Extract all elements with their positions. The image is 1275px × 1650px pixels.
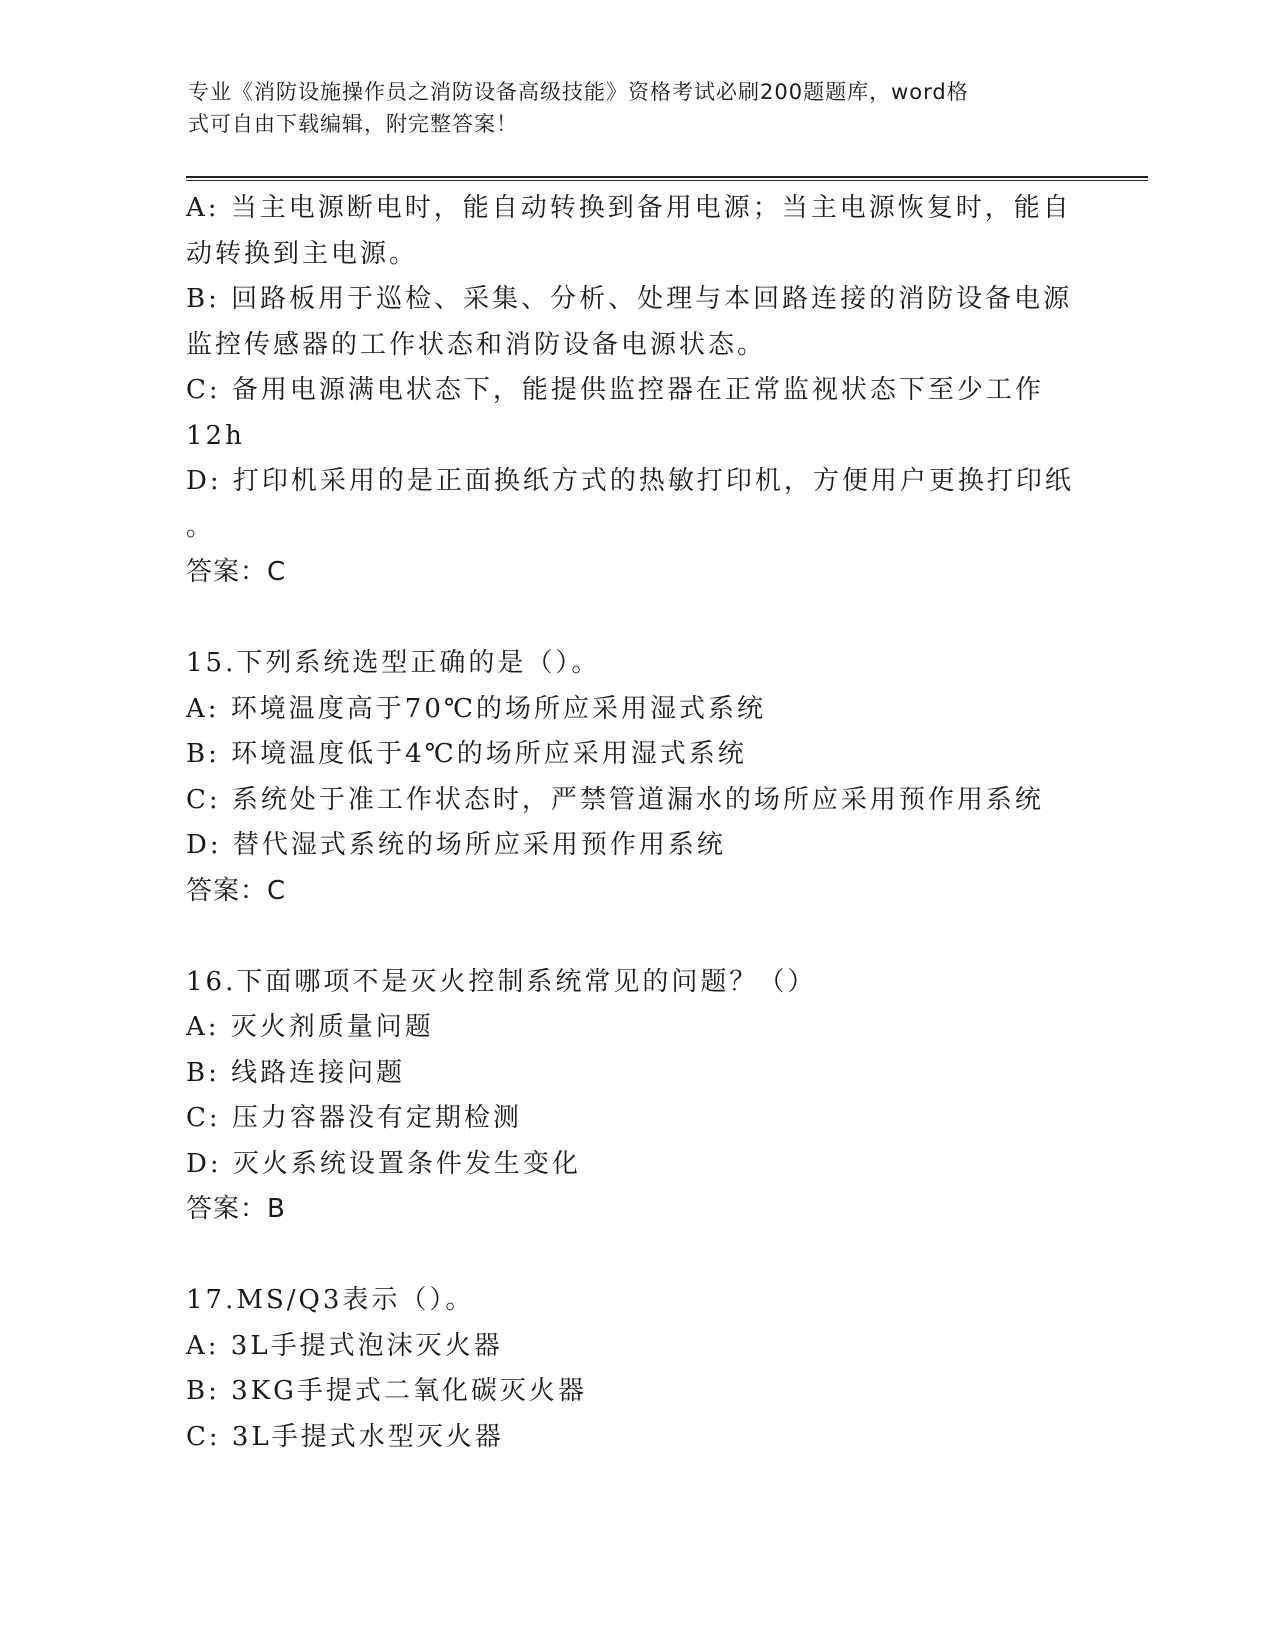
question-block-14 [186, 186, 1086, 596]
option-b-line-1: B: 回路板用于巡检、采集、分析、处理与本回路连接的消防设备电源 [186, 284, 1073, 314]
option-c-line-2: 12h [186, 420, 245, 451]
spacer [186, 914, 1086, 960]
option-c: C: 系统处于准工作状态时，严禁管道漏水的场所应采用预作用系统 [186, 784, 1044, 815]
option-c-line-1: C: 备用电源满电状态下，能提供监控器在正常监视状态下至少工作 [186, 375, 1044, 405]
option-c: C: 压力容器没有定期检测 [186, 1103, 522, 1133]
option-d-line-1: D: 打印机采用的是正面换纸方式的热敏打印机，方便用户更换打印纸 [186, 466, 1074, 496]
spacer [186, 596, 1086, 642]
spacer [186, 1233, 1086, 1279]
header-divider [186, 176, 1148, 181]
option-b-line-2: 监控传感器的工作状态和消防设备电源状态。 [186, 329, 767, 360]
answer-label: 答案：C [186, 557, 287, 587]
option-a-line-2: 动转换到主电源。 [186, 238, 419, 269]
question-text: 16.下面哪项不是灭火控制系统常见的问题？（） [186, 966, 817, 997]
question-text: 15.下列系统选型正确的是（）。 [186, 648, 601, 678]
option-a-line-1: A: 当主电源断电时，能自动转换到备用电源；当主电源恢复时，能自 [186, 193, 1072, 223]
option-d: D: 灭火系统设置条件发生变化 [186, 1148, 581, 1179]
option-c: C: 3L手提式水型灭火器 [186, 1421, 504, 1452]
question-text: 17.MS/Q3表示（）。 [186, 1285, 475, 1315]
option-b: B: 线路连接问题 [186, 1057, 406, 1088]
question-block-15 [186, 641, 1086, 914]
option-a: A: 环境温度高于70℃的场所应采用湿式系统 [186, 693, 766, 724]
question-block-16 [186, 960, 1086, 1233]
option-a: A: 3L手提式泡沫灭火器 [186, 1330, 503, 1361]
answer-label: 答案：B [186, 1194, 286, 1224]
option-b: B: 3KG手提式二氧化碳灭火器 [186, 1376, 587, 1406]
option-a: A: 灭火剂质量问题 [186, 1012, 434, 1042]
header-line-2: 式可自由下载编辑，附完整答案！ [188, 112, 518, 136]
header-line-1: 专业《消防设施操作员之消防设备高级技能》资格考试必刷200题题库，word格 [188, 80, 969, 104]
option-d: D: 替代湿式系统的场所应采用预作用系统 [186, 830, 726, 860]
option-b: B: 环境温度低于4℃的场所应采用湿式系统 [186, 739, 747, 769]
option-d-line-2: 。 [186, 511, 216, 542]
question-content [186, 186, 1086, 1460]
document-header [188, 76, 1068, 140]
answer-label: 答案：C [186, 875, 287, 906]
question-block-17 [186, 1278, 1086, 1460]
